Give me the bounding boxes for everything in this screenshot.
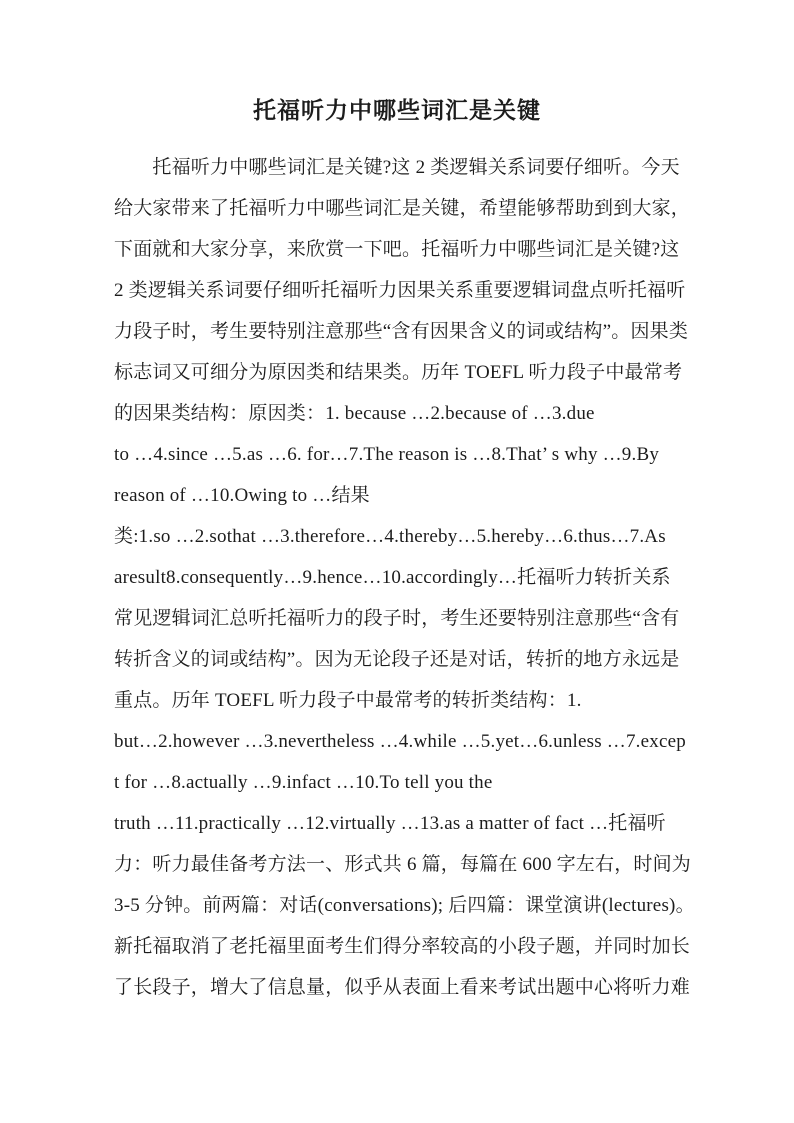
document-body bbox=[114, 147, 695, 1008]
document-title: 托福听力中哪些词汇是关键 bbox=[253, 98, 541, 123]
text-line: 的因果类结构：原因类：1. because …2.because of …3.due bbox=[114, 403, 595, 424]
text-line: 重点。历年 TOEFL 听力段子中最常考的转折类结构：1. bbox=[114, 690, 582, 711]
text-line: reason of …10.Owing to …结果 bbox=[114, 485, 370, 506]
text-line: 3-5 分钟。前两篇：对话(conversations); 后四篇：课堂演讲(lectures)。 bbox=[114, 895, 695, 916]
text-line: 力段子时，考生要特别注意那些“含有因果含义的词或结构”。因果类 bbox=[114, 321, 689, 342]
text-line: 下面就和大家分享，来欣赏一下吧。托福听力中哪些词汇是关键?这 bbox=[114, 239, 680, 260]
text-line: t for …8.actually …9.infact …10.To tell you the bbox=[114, 772, 493, 793]
text-line: 托福听力中哪些词汇是关键?这 2 类逻辑关系词要仔细听。今天 bbox=[114, 157, 680, 178]
text-line: to …4.since …5.as …6. for…7.The reason is …8.That’ s why …9.By bbox=[114, 444, 660, 465]
text-line: 标志词又可细分为原因类和结果类。历年 TOEFL 听力段子中最常考 bbox=[114, 362, 683, 383]
text-line: 常见逻辑词汇总听托福听力的段子时，考生还要特别注意那些“含有 bbox=[114, 608, 680, 629]
text-line: 给大家带来了托福听力中哪些词汇是关键，希望能够帮助到到大家， bbox=[114, 198, 691, 219]
text-line: aresult8.consequently…9.hence…10.accordingly…托福听力转折关系 bbox=[114, 567, 671, 588]
text-line: 力：听力最佳备考方法一、形式共 6 篇，每篇在 600 字左右，时间为 bbox=[114, 854, 692, 875]
text-line: 新托福取消了老托福里面考生们得分率较高的小段子题，并同时加长 bbox=[114, 936, 691, 957]
text-line: but…2.however …3.nevertheless …4.while …5.yet…6.unless …7.excep bbox=[114, 731, 686, 752]
text-line: truth …11.practically …12.virtually …13.as a matter of fact …托福听 bbox=[114, 813, 666, 834]
text-line: 2 类逻辑关系词要仔细听托福听力因果关系重要逻辑词盘点听托福听 bbox=[114, 280, 686, 301]
text-line: 转折含义的词或结构”。因为无论段子还是对话，转折的地方永远是 bbox=[114, 649, 680, 670]
text-line: 类:1.so …2.sothat …3.therefore…4.thereby…5.hereby…6.thus…7.As bbox=[114, 526, 666, 547]
text-line: 了长段子，增大了信息量，似乎从表面上看来考试出题中心将听力难 bbox=[114, 977, 691, 998]
